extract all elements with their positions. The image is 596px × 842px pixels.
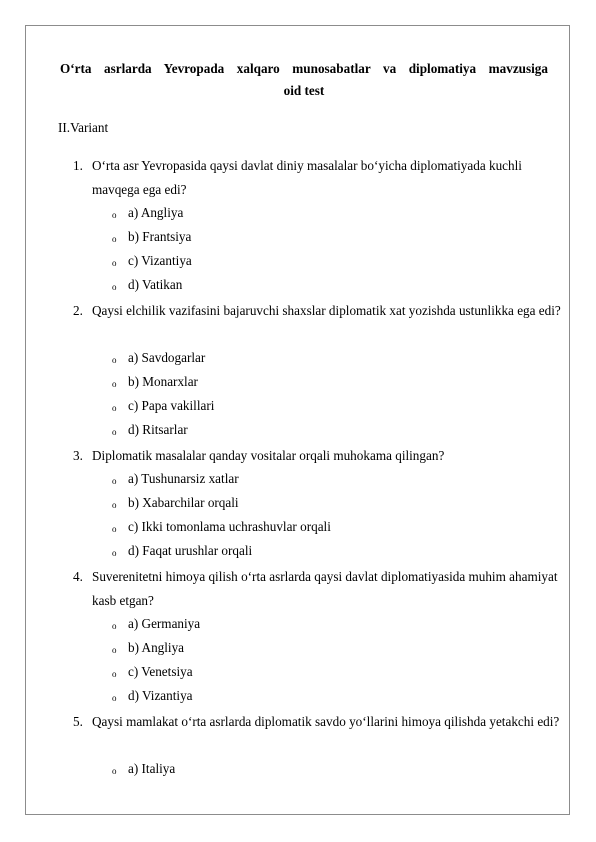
question-text: Suverenitetni himoya qilish o‘rta asrlarda qaysi davlat diplomatiyasida muhim ahamiyat kasb etgan? — [92, 569, 558, 608]
variant-label: II.Variant — [58, 120, 109, 135]
document-title — [60, 58, 548, 102]
answer-option: b) Angliya — [128, 640, 185, 655]
answer-option: d) Ritsarlar — [128, 422, 188, 437]
question-text: Diplomatik masalalar qanday vositalar orqali muhokama qilingan? — [92, 448, 445, 463]
question-text: O‘rta asr Yevropasida qaysi davlat diniy masalalar bo‘yicha diplomatiyada kuchli mavqega ega edi? — [92, 158, 522, 197]
bullet-icon: o — [112, 476, 117, 486]
bullet-icon: o — [112, 524, 117, 534]
bullet-icon: o — [112, 500, 117, 510]
page-border — [25, 25, 570, 815]
answer-option: a) Angliya — [128, 205, 184, 220]
answer-option: c) Venetsiya — [128, 664, 193, 679]
bullet-icon: o — [112, 669, 117, 679]
bullet-icon: o — [112, 645, 117, 655]
answer-option: d) Vatikan — [128, 277, 183, 292]
question-number: 1. — [73, 158, 83, 173]
bullet-icon: o — [112, 379, 117, 389]
bullet-icon: o — [112, 427, 117, 437]
answer-option: a) Savdogarlar — [128, 350, 206, 365]
question-number: 2. — [73, 303, 83, 318]
bullet-icon: o — [112, 355, 117, 365]
question-number: 5. — [73, 714, 83, 729]
answer-option: c) Papa vakillari — [128, 398, 215, 413]
answer-option: d) Vizantiya — [128, 688, 193, 703]
answer-option: a) Germaniya — [128, 616, 201, 631]
answer-option: c) Vizantiya — [128, 253, 192, 268]
answer-option: a) Italiya — [128, 761, 176, 776]
bullet-icon: o — [112, 548, 117, 558]
question-number: 4. — [73, 569, 83, 584]
question-number: 3. — [73, 448, 83, 463]
answer-option: b) Monarxlar — [128, 374, 198, 389]
title-line-1: O‘rta asrlarda Yevropada xalqaro munosabatlar va diplomatiya mavzusiga — [60, 61, 548, 76]
bullet-icon: o — [112, 210, 117, 220]
question-text: Qaysi mamlakat o‘rta asrlarda diplomatik savdo yo‘llarini himoya qilishda yetakchi edi? — [92, 714, 560, 729]
answer-option: b) Xabarchilar orqali — [128, 495, 239, 510]
title-line-2: oid test — [283, 83, 325, 98]
answer-option: c) Ikki tomonlama uchrashuvlar orqali — [128, 519, 331, 534]
answer-option: b) Frantsiya — [128, 229, 192, 244]
answer-option: a) Tushunarsiz xatlar — [128, 471, 239, 486]
bullet-icon: o — [112, 403, 117, 413]
answer-option: d) Faqat urushlar orqali — [128, 543, 253, 558]
bullet-icon: o — [112, 282, 117, 292]
bullet-icon: o — [112, 766, 117, 776]
bullet-icon: o — [112, 234, 117, 244]
bullet-icon: o — [112, 621, 117, 631]
bullet-icon: o — [112, 693, 117, 703]
bullet-icon: o — [112, 258, 117, 268]
question-text: Qaysi elchilik vazifasini bajaruvchi shaxslar diplomatik xat yozishda ustunlikka ega edi? — [92, 303, 561, 318]
